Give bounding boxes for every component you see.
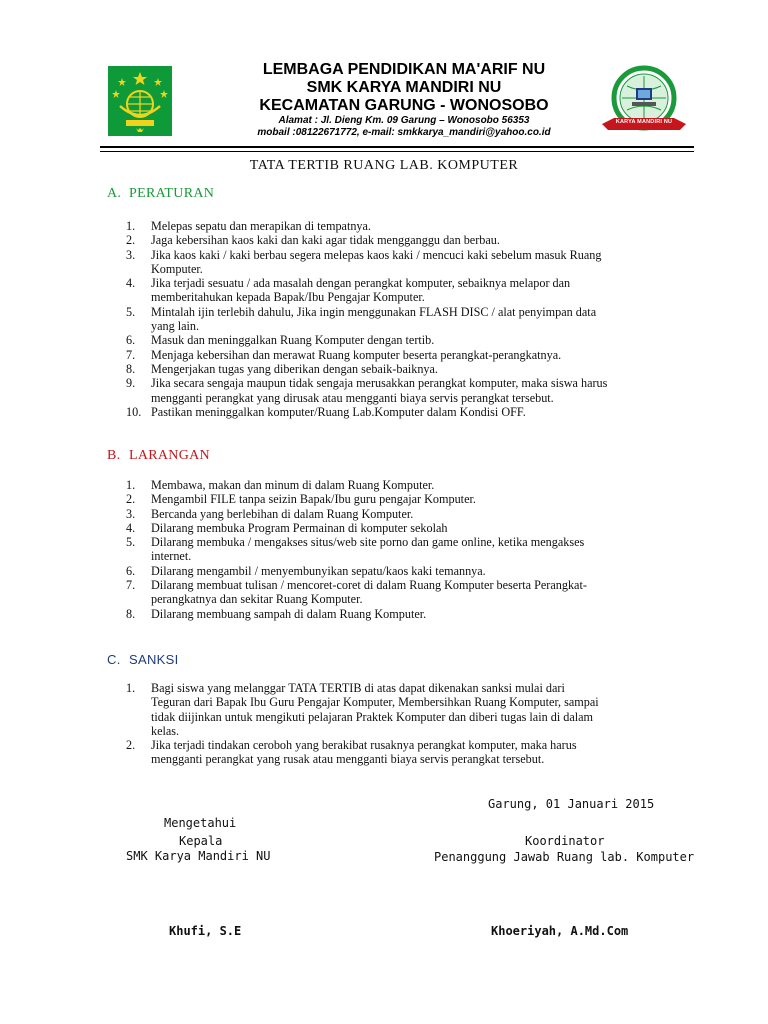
list-item (0, 219, 671, 233)
section-a-letter: A. (107, 186, 122, 201)
section-b-letter: B. (107, 448, 121, 463)
list-item-text: Membawa, makan dan minum di dalam Ruang Komputer. (151, 478, 435, 492)
list-item-number: 1. (126, 219, 136, 233)
left-role: Kepala (179, 834, 223, 848)
list-item (0, 405, 671, 419)
section-c-list (0, 681, 671, 767)
district-name: KECAMATAN GARUNG - WONOSOBO (259, 97, 549, 114)
list-item-number: 5. (126, 535, 136, 550)
place-date: Garung, 01 Januari 2015 (488, 797, 655, 811)
list-item-text: tidak diijinkan untuk mengikuti pelajaran Praktek Komputer dan diberi tugas lain di dalam (151, 709, 594, 724)
list-item-text: yang lain. (151, 319, 200, 334)
list-item-number: 6. (126, 333, 136, 348)
section-a-title: PERATURAN (129, 186, 215, 201)
list-item-text: Dilarang membuat tulisan / mencoret-coret di dalam Ruang Komputer beserta Perangkat- (151, 578, 587, 593)
school-logo-text: KARYA MANDIRI NU (615, 119, 673, 125)
list-item-text: memberitahukan kepada Bapak/Ibu Pengajar Komputer. (151, 290, 425, 305)
list-item-text: internet. (151, 549, 192, 564)
list-item-number: 3. (126, 506, 136, 521)
list-item-text: Dilarang membuka / mengakses situs/web site porno dan game online, ketika mengakses (151, 535, 585, 550)
list-item-number: 8. (126, 361, 136, 376)
section-c-letter: C. (107, 652, 121, 667)
right-role: Koordinator (525, 834, 605, 848)
section-a-list (0, 219, 671, 419)
list-item (0, 233, 671, 247)
list-item-text: kelas. (151, 723, 180, 738)
document-title: TATA TERTIB RUANG LAB. KOMPUTER (249, 158, 519, 173)
list-item (0, 521, 671, 535)
list-item (0, 578, 671, 607)
school-name: SMK KARYA MANDIRI NU (306, 79, 502, 96)
letterhead-rule-thin (100, 151, 694, 152)
list-item (0, 681, 671, 738)
list-item-text: Dilarang mengambil / menyembunyikan sepatu/kaos kaki temannya. (151, 563, 486, 578)
list-item-number: 5. (126, 304, 136, 319)
left-org: SMK Karya Mandiri NU (126, 849, 271, 863)
school-address: Alamat : Jl. Dieng Km. 09 Garung – Wonosobo 56353 (278, 115, 530, 126)
list-item-text: Jika terjadi sesuatu / ada masalah dengan perangkat komputer, sebaiknya melapor dan (151, 276, 571, 291)
list-item (0, 333, 671, 347)
list-item-number: 10. (126, 404, 142, 419)
list-item-text: Mengambil FILE tanpa seizin Bapak/Ibu guru pengajar Komputer. (151, 492, 476, 507)
list-item-number: 2. (126, 233, 136, 248)
list-item (0, 507, 671, 521)
list-item-number: 7. (126, 578, 136, 593)
list-item-text: perangkatnya dan sekitar Ruang Komputer. (151, 592, 363, 607)
list-item (0, 492, 671, 506)
list-item-text: Menjaga kebersihan dan merawat Ruang komputer beserta perangkat-perangkatnya. (151, 347, 562, 362)
list-item-text: Pastikan meninggalkan komputer/Ruang Lab.Komputer dalam Kondisi OFF. (151, 404, 526, 419)
list-item-text: Bagi siswa yang melanggar TATA TERTIB di atas dapat dikenakan sanksi mulai dari (151, 681, 565, 695)
list-item-number: 9. (126, 376, 136, 391)
list-item (0, 376, 671, 405)
section-b-title: LARANGAN (129, 448, 210, 463)
list-item (0, 564, 671, 578)
list-item-number: 1. (126, 681, 136, 695)
list-item (0, 305, 671, 334)
list-item-text: Jika secara sengaja maupun tidak sengaja merusakkan perangkat komputer, maka siswa harus (151, 376, 608, 391)
list-item-text: Bercanda yang berlebihan di dalam Ruang Komputer. (151, 506, 414, 521)
list-item-text: Dilarang membuka Program Permainan di komputer sekolah (151, 520, 448, 535)
list-item-number: 1. (126, 478, 136, 492)
section-b-list (0, 478, 671, 621)
left-known-label: Mengetahui (164, 816, 237, 830)
left-signatory-name: Khufi, S.E (169, 924, 242, 938)
list-item (0, 607, 671, 621)
list-item-number: 2. (126, 492, 136, 507)
section-b-heading (107, 448, 210, 464)
school-contact: mobail :08122671772, e-mail: smkkarya_mandiri@yahoo.co.id (257, 127, 551, 138)
list-item-text: Jika terjadi tindakan ceroboh yang berakibat rusaknya perangkat komputer, maka harus (151, 738, 577, 753)
list-item-text: Komputer. (151, 261, 203, 276)
list-item-text: mengganti perangkat yang dirusak atau mengganti biaya servis perangkat tersebut. (151, 390, 554, 405)
list-item-number: 4. (126, 276, 136, 291)
list-item-text: Jaga kebersihan kaos kaki dan kaki agar tidak mengganggu dan berbau. (151, 233, 500, 248)
list-item (0, 738, 671, 767)
list-item (0, 248, 671, 277)
section-c-heading (107, 652, 178, 667)
list-item (0, 535, 671, 564)
list-item-number: 7. (126, 347, 136, 362)
section-a-heading (107, 186, 214, 202)
list-item-text: Dilarang membuang sampah di dalam Ruang Komputer. (151, 606, 427, 621)
list-item-number: 3. (126, 247, 136, 262)
list-item-text: Teguran dari Bapak Ibu Guru Pengajar Komputer, Membersihkan Ruang Komputer, sampai (151, 695, 599, 710)
section-c-title: SANKSI (129, 652, 179, 667)
letterhead-rule-thick (100, 146, 694, 148)
list-item-text: Melepas sepatu dan merapikan di tempatnya. (151, 219, 371, 233)
right-org: Penanggung Jawab Ruang lab. Komputer (434, 850, 695, 864)
list-item-number: 6. (126, 563, 136, 578)
list-item-text: mengganti perangkat yang rusak atau mengganti biaya servis perangkat tersebut. (151, 752, 545, 767)
list-item (0, 478, 671, 492)
list-item-text: Masuk dan meninggalkan Ruang Komputer dengan tertib. (151, 333, 435, 348)
list-item-text: Mintalah ijin terlebih dahulu, Jika ingin menggunakan FLASH DISC / alat penyimpan data (151, 304, 597, 319)
institution-name: LEMBAGA PENDIDIKAN MA'ARIF NU (262, 61, 546, 78)
list-item-text: Jika kaos kaki / kaki berbau segera melepas kaos kaki / mencuci kaki sebelum masuk Ruang (151, 247, 602, 262)
list-item-number: 4. (126, 520, 136, 535)
list-item-text: Mengerjakan tugas yang diberikan dengan sebaik-baiknya. (151, 361, 438, 376)
list-item (0, 348, 671, 362)
list-item-number: 8. (126, 606, 136, 621)
list-item (0, 362, 671, 376)
right-signatory-name: Khoeriyah, A.Md.Com (491, 924, 629, 938)
list-item-number: 2. (126, 738, 136, 753)
list-item (0, 276, 671, 305)
